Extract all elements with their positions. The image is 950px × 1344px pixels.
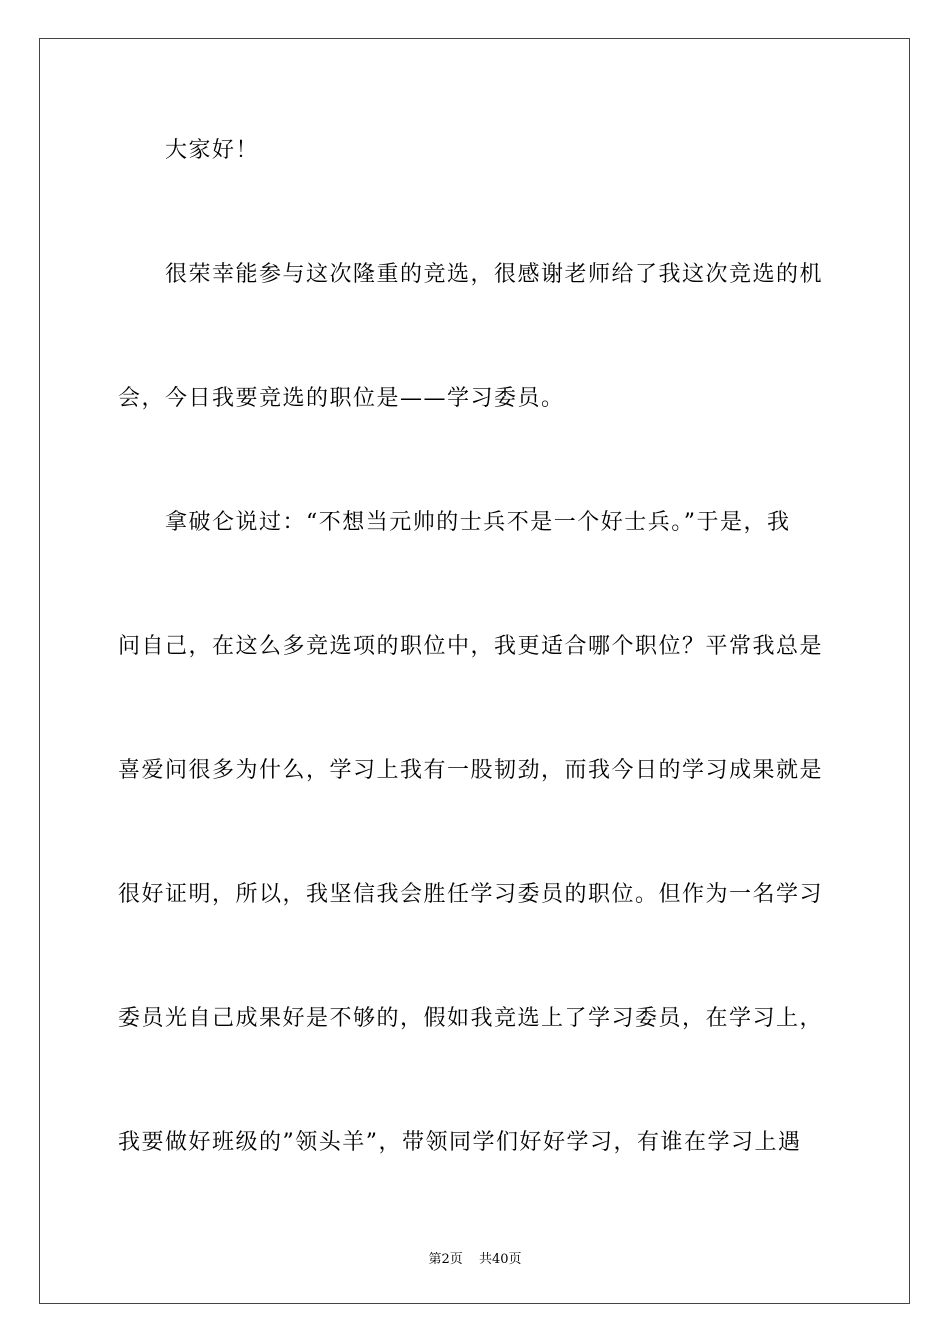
- paragraph-line: 喜爱问很多为什么，学习上我有一股韧劲，而我今日的学习成果就是: [118, 758, 824, 783]
- paragraph-line: 拿破仑说过：“不想当元帅的士兵不是一个好士兵。”于是，我: [118, 510, 791, 535]
- paragraph-line: 很荣幸能参与这次隆重的竞选，很感谢老师给了我这次竞选的机: [118, 262, 824, 287]
- paragraph-line: 委员光自己成果好是不够的，假如我竞选上了学习委员，在学习上，: [118, 1006, 824, 1031]
- paragraph-line: 很好证明，所以，我坚信我会胜任学习委员的职位。但作为一名学习: [118, 882, 824, 907]
- page-number-current: 第2页: [428, 1252, 463, 1267]
- paragraph-line: 大家好！: [118, 138, 260, 163]
- page-number-total: 共40页: [478, 1252, 522, 1267]
- page-footer: [0, 1248, 950, 1267]
- paragraph-line: 我要做好班级的”领头羊”，带领同学们好好学习，有谁在学习上遇: [118, 1130, 802, 1155]
- paragraph-line: 问自己，在这么多竞选项的职位中，我更适合哪个职位？平常我总是: [118, 634, 824, 659]
- page-border: [39, 38, 910, 1304]
- paragraph-line: 会，今日我要竞选的职位是——学习委员。: [118, 386, 565, 411]
